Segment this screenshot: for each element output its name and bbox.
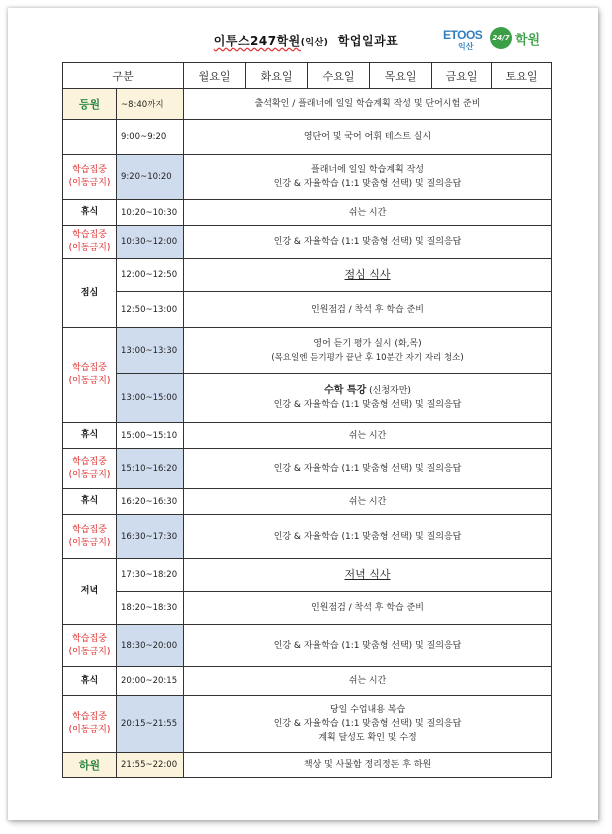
table-row bbox=[63, 120, 552, 155]
row-label-break: 휴식 bbox=[63, 489, 117, 515]
row-time: 13:00~15:00 bbox=[117, 374, 184, 423]
row-activity bbox=[184, 328, 552, 374]
row-label-dinner: 저녁 bbox=[63, 559, 117, 625]
row-time: 12:00~12:50 bbox=[117, 259, 184, 292]
row-activity: 쉬는 시간 bbox=[184, 667, 552, 696]
row-activity: 영단어 및 국어 어휘 테스트 실시 bbox=[184, 120, 552, 155]
row-label-focus bbox=[63, 328, 117, 423]
activity-line: 플래너에 일일 학습계획 작성 bbox=[311, 165, 424, 175]
row-time: 10:20~10:30 bbox=[117, 200, 184, 226]
table-row bbox=[63, 696, 552, 753]
row-label-focus bbox=[63, 515, 117, 559]
logo-badge: 24/7 bbox=[490, 27, 512, 49]
table-row bbox=[63, 292, 552, 328]
activity-title: 수학 특강 bbox=[324, 385, 367, 396]
row-time: ~8:40까지 bbox=[117, 89, 184, 120]
row-activity: 인원점검 / 착석 후 학습 준비 bbox=[184, 292, 552, 328]
activity-note: (신청자만) bbox=[369, 386, 411, 396]
focus-label-text: 학습집중 (이동금지) bbox=[68, 230, 111, 253]
focus-label-text: 학습집중 (이동금지) bbox=[68, 633, 111, 657]
row-label-focus bbox=[63, 155, 117, 200]
table-row bbox=[63, 559, 552, 592]
logo-academy: 학원 bbox=[515, 33, 541, 48]
row-time: 12:50~13:00 bbox=[117, 292, 184, 328]
schedule-table bbox=[62, 62, 552, 778]
row-activity: 쉬는 시간 bbox=[184, 423, 552, 449]
header-category: 구분 bbox=[63, 63, 184, 89]
table-row bbox=[63, 374, 552, 423]
focus-label-text: 학습집중 (이동금지) bbox=[68, 524, 111, 548]
row-activity: 쉬는 시간 bbox=[184, 489, 552, 515]
row-time: 13:00~13:30 bbox=[117, 328, 184, 374]
row-activity: 인강 & 자율학습 (1:1 맞춤형 선택) 및 질의응답 bbox=[184, 515, 552, 559]
row-label-arrival: 등원 bbox=[63, 89, 117, 120]
table-row bbox=[63, 89, 552, 120]
row-activity: 인강 & 자율학습 (1:1 맞춤형 선택) 및 질의응답 bbox=[184, 625, 552, 667]
header-fri: 금요일 bbox=[432, 63, 492, 89]
table-row bbox=[63, 667, 552, 696]
header-mon: 월요일 bbox=[184, 63, 246, 89]
row-time: 21:55~22:00 bbox=[117, 753, 184, 778]
header-sat: 토요일 bbox=[492, 63, 552, 89]
focus-label-text: 학습집중 (이동금지) bbox=[68, 165, 111, 188]
table-row bbox=[63, 592, 552, 625]
row-activity: 인원점검 / 착석 후 학습 준비 bbox=[184, 592, 552, 625]
activity-line: 인강 & 자율학습 (1:1 맞춤형 선택) 및 질의응답 bbox=[273, 400, 462, 410]
activity-line: (목요일엔 듣기평가 끝난 후 10분간 자기 자리 청소) bbox=[271, 352, 464, 363]
table-row bbox=[63, 200, 552, 226]
row-activity: 쉬는 시간 bbox=[184, 200, 552, 226]
row-time: 16:30~17:30 bbox=[117, 515, 184, 559]
table-row bbox=[63, 259, 552, 292]
activity-line: 영어 듣기 평가 실시 (화,목) bbox=[313, 338, 422, 349]
row-time: 9:00~9:20 bbox=[117, 120, 184, 155]
row-activity: 인강 & 자율학습 (1:1 맞춤형 선택) 및 질의응답 bbox=[184, 449, 552, 489]
row-activity: 저녁 식사 bbox=[184, 559, 552, 592]
row-label-break: 휴식 bbox=[63, 200, 117, 226]
row-time: 15:00~15:10 bbox=[117, 423, 184, 449]
activity-line: 계획 달성도 확인 및 수정 bbox=[318, 733, 417, 743]
row-time: 15:10~16:20 bbox=[117, 449, 184, 489]
row-time: 18:30~20:00 bbox=[117, 625, 184, 667]
title-suffix: 학업일과표 bbox=[337, 34, 399, 48]
title-academy: 이투스247학원 bbox=[213, 34, 301, 48]
logo-city: 익산 bbox=[458, 42, 474, 51]
row-time: 16:20~16:30 bbox=[117, 489, 184, 515]
row-activity: 인강 & 자율학습 (1:1 맞춤형 선택) 및 질의응답 bbox=[184, 226, 552, 259]
row-time: 10:30~12:00 bbox=[117, 226, 184, 259]
focus-label-text: 학습집중 (이동금지) bbox=[68, 712, 111, 735]
logo-brand: ETOOS bbox=[443, 28, 483, 42]
row-activity: 출석확인 / 플래너에 일일 학습계획 작성 및 단어시험 준비 bbox=[184, 89, 552, 120]
table-row bbox=[63, 226, 552, 259]
row-time: 17:30~18:20 bbox=[117, 559, 184, 592]
table-row bbox=[63, 328, 552, 374]
activity-line: 당일 수업내용 복습 bbox=[329, 705, 406, 715]
etoos-logo bbox=[443, 24, 553, 54]
focus-label-text: 학습집중 (이동금지) bbox=[68, 456, 111, 480]
row-label-focus bbox=[63, 625, 117, 667]
row-time: 20:15~21:55 bbox=[117, 696, 184, 753]
row-label-lunch: 점심 bbox=[63, 259, 117, 328]
activity-line: 인강 & 자율학습 (1:1 맞춤형 선택) 및 질의응답 bbox=[273, 719, 462, 729]
table-row bbox=[63, 155, 552, 200]
table-row bbox=[63, 753, 552, 778]
table-row bbox=[63, 489, 552, 515]
table-row bbox=[63, 449, 552, 489]
activity-line: 인강 & 자율학습 (1:1 맞춤형 선택) 및 질의응답 bbox=[273, 179, 462, 189]
row-time: 20:00~20:15 bbox=[117, 667, 184, 696]
row-label-empty bbox=[63, 120, 117, 155]
row-label-focus bbox=[63, 696, 117, 753]
row-activity: 책상 및 사물함 정리정돈 후 하원 bbox=[184, 753, 552, 778]
row-activity bbox=[184, 696, 552, 753]
header-thu: 목요일 bbox=[370, 63, 432, 89]
row-activity bbox=[184, 155, 552, 200]
row-time: 9:20~10:20 bbox=[117, 155, 184, 200]
row-activity bbox=[184, 374, 552, 423]
title-branch: (익산) bbox=[300, 38, 329, 48]
focus-label-text: 학습집중 (이동금지) bbox=[68, 363, 111, 386]
header-wed: 수요일 bbox=[308, 63, 370, 89]
table-row bbox=[63, 515, 552, 559]
table-row bbox=[63, 625, 552, 667]
row-label-break: 휴식 bbox=[63, 423, 117, 449]
row-label-departure: 하원 bbox=[63, 753, 117, 778]
row-label-focus bbox=[63, 449, 117, 489]
row-label-break: 휴식 bbox=[63, 667, 117, 696]
row-label-focus bbox=[63, 226, 117, 259]
table-row bbox=[63, 423, 552, 449]
header-row bbox=[63, 63, 552, 89]
header-tue: 화요일 bbox=[246, 63, 308, 89]
row-activity: 점심 식사 bbox=[184, 259, 552, 292]
row-time: 18:20~18:30 bbox=[117, 592, 184, 625]
